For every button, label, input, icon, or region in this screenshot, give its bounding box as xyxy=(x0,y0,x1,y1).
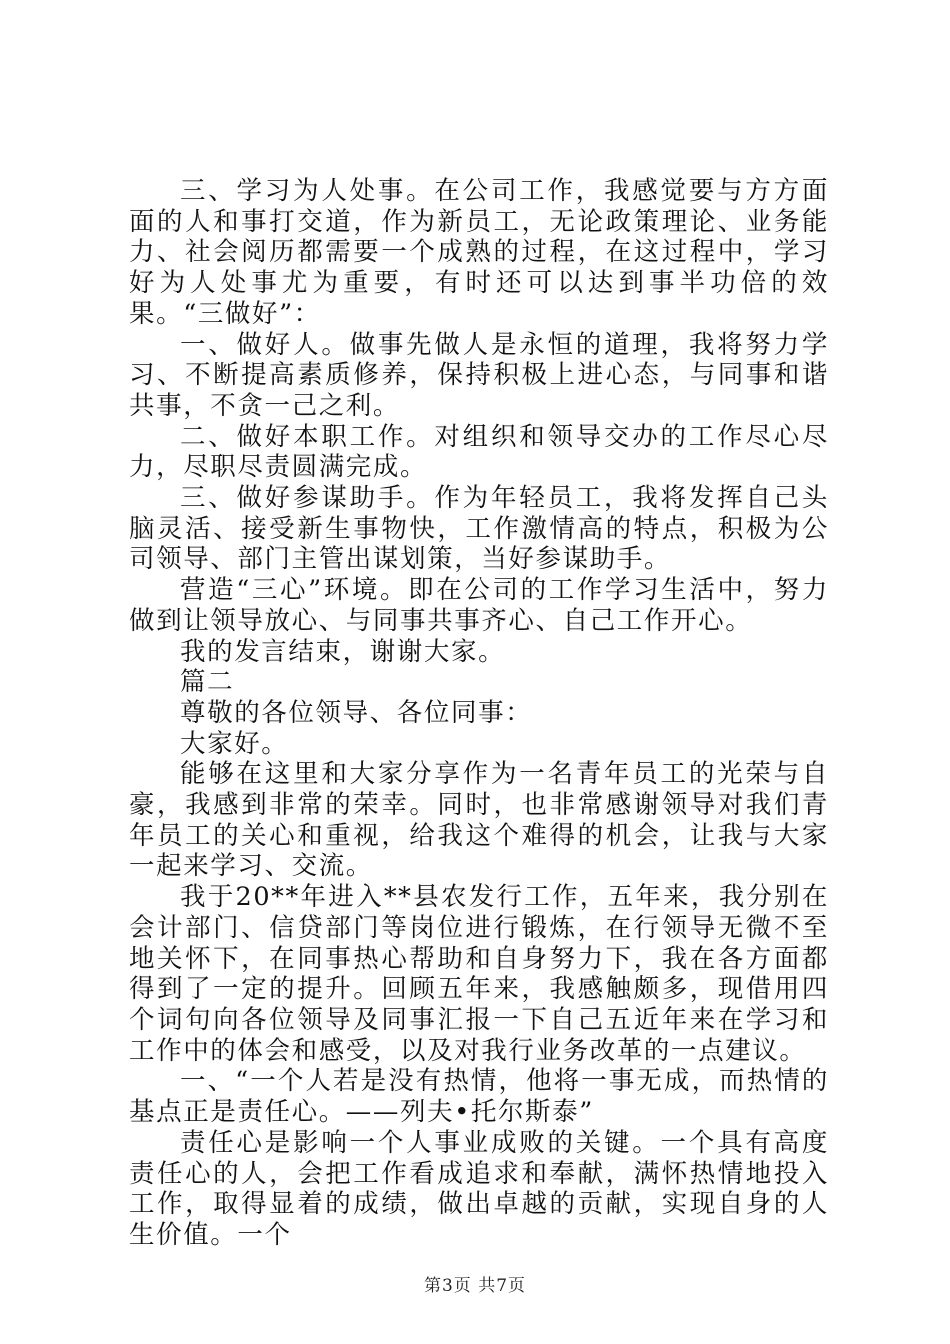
section-heading-part-two: 篇二 xyxy=(180,667,235,698)
paragraph-do-job-well: 二、做好本职工作。对组织和领导交办的工作尽心尽力，尽职尽责圆满完成。 xyxy=(129,421,829,483)
paragraph-quote-tolstoy: 一、“一个人若是没有热情，他将一事无成，而热情的基点正是责任心。——列夫•托尔斯泰” xyxy=(129,1066,829,1128)
page-number-footer: 第3页 共7页 xyxy=(423,1276,527,1296)
paragraph-closing: 我的发言结束，谢谢大家。 xyxy=(180,636,506,667)
paragraph-three-hearts: 营造“三心”环境。即在公司的工作学习生活中，努力做到让领导放心、与同事共事齐心、自己工作开心。 xyxy=(129,575,829,636)
paragraph-responsibility: 责任心是影响一个人事业成败的关键。一个具有高度责任心的人，会把工作看成追求和奉献，满怀热情地投入工作，取得显着的成绩，做出卓越的贡献，实现自身的人生价值。一个 xyxy=(129,1127,829,1250)
paragraph-learning-conduct: 三、学习为人处事。在公司工作，我感觉要与方方面面的人和事打交道，作为新员工，无论政策理论、业务能力、社会阅历都需要一个成熟的过程，在这过程中，学习好为人处事尤为重要，有时还可以达到事半功倍的效果。“三做好”： xyxy=(129,176,829,329)
paragraph-salutation: 尊敬的各位领导、各位同事： xyxy=(180,697,533,728)
document-body xyxy=(129,176,829,1251)
paragraph-career-history: 我于20**年进入**县农发行工作，五年来，我分别在会计部门、信贷部门等岗位进行锻炼，在行领导无微不至地关怀下，在同事热心帮助和自身努力下，我在各方面都得到了一定的提升。回顾五年来，我感触颇多，现借用四个词句向各位领导及同事汇报一下自己五近年来在学习和工作中的体会和感受，以及对我行业务改革的一点建议。 xyxy=(129,882,829,1066)
paragraph-greeting: 大家好。 xyxy=(180,728,289,759)
paragraph-be-good-advisor: 三、做好参谋助手。作为年轻员工，我将发挥自己头脑灵活、接受新生事物快，工作激情高的特点，积极为公司领导、部门主管出谋划策，当好参谋助手。 xyxy=(129,483,829,575)
paragraph-be-good-person: 一、做好人。做事先做人是永恒的道理，我将努力学习、不断提高素质修养，保持积极上进心态，与同事和谐共事，不贪一己之利。 xyxy=(129,329,829,421)
paragraph-honor: 能够在这里和大家分享作为一名青年员工的光荣与自豪，我感到非常的荣幸。同时，也非常感谢领导对我们青年员工的关心和重视，给我这个难得的机会，让我与大家一起来学习、交流。 xyxy=(129,759,829,882)
